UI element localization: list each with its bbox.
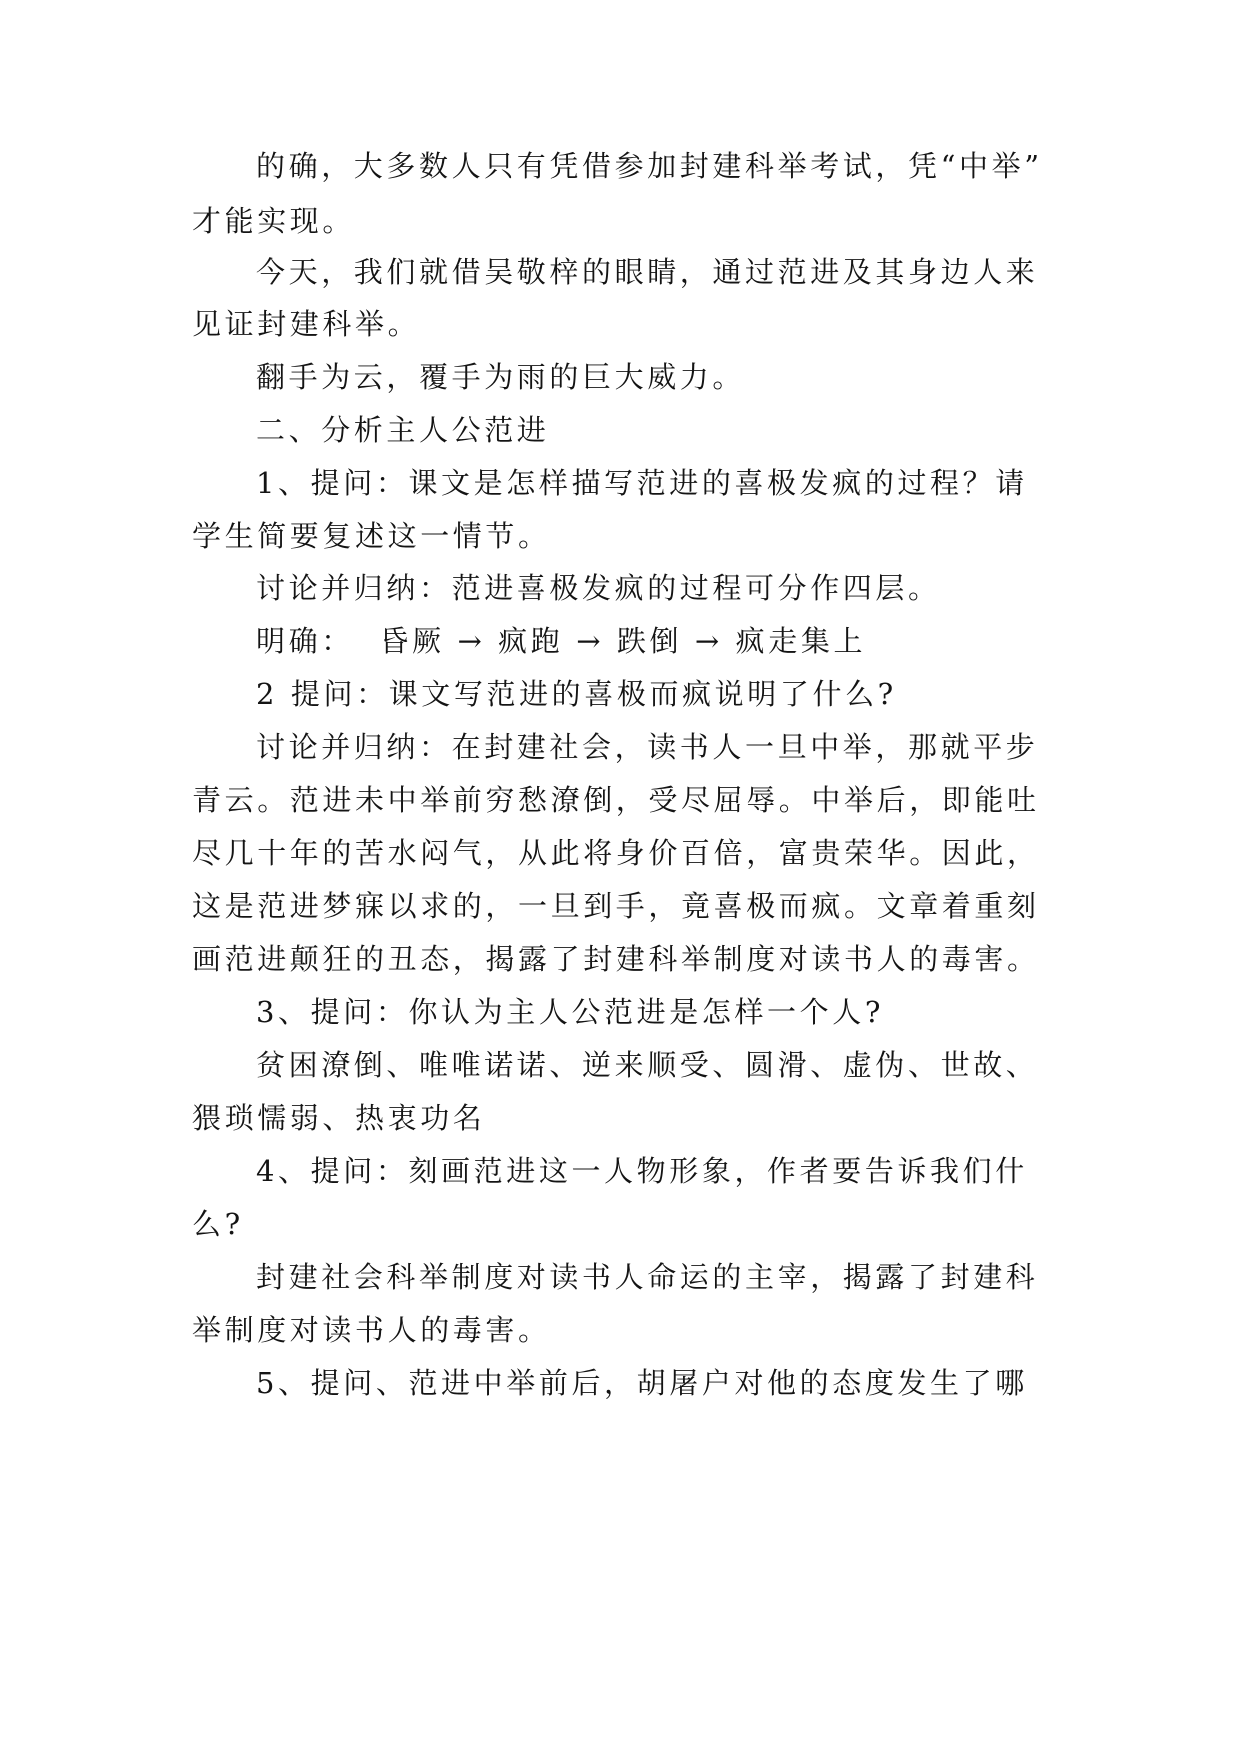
text-line: 4、提问：刻画范进这一人物形象，作者要告诉我们什 xyxy=(256,1154,1028,1188)
text-line: 么? xyxy=(192,1207,244,1241)
text-line: 2 提问：课文写范进的喜极而疯说明了什么? xyxy=(256,677,897,711)
text-line: 画范进颠狂的丑态，揭露了封建科举制度对读书人的毒害。 xyxy=(192,942,1040,976)
text-line: 3、提问：你认为主人公范进是怎样一个人? xyxy=(256,995,884,1029)
text-line: 1、提问：课文是怎样描写范进的喜极发疯的过程？请 xyxy=(256,466,1028,500)
text-line: 5、提问、范进中举前后，胡屠户对他的态度发生了哪 xyxy=(256,1366,1028,1400)
text-line: 的确，大多数人只有凭借参加封建科举考试，凭“中举” xyxy=(256,149,1043,183)
text-line: 今天，我们就借吴敬梓的眼睛，通过范进及其身边人来 xyxy=(256,255,1039,289)
text-line: 学生简要复述这一情节。 xyxy=(192,519,551,553)
text-line: 尽几十年的苦水闷气，从此将身价百倍，富贵荣华。因此， xyxy=(192,836,1040,870)
text-line: 这是范进梦寐以求的，一旦到手，竟喜极而疯。文章着重刻 xyxy=(192,889,1040,923)
text-line: 举制度对读书人的毒害。 xyxy=(192,1313,551,1347)
text-line: 翻手为云，覆手为雨的巨大威力。 xyxy=(256,360,746,394)
text-line: 猥琐懦弱、热衷功名 xyxy=(192,1101,486,1135)
section-heading: 二、分析主人公范进 xyxy=(256,413,550,447)
text-line: 明确： 昏厥 → 疯跑 → 跌倒 → 疯走集上 xyxy=(256,624,867,658)
text-line: 讨论并归纳：范进喜极发疯的过程可分作四层。 xyxy=(256,571,941,605)
text-line: 讨论并归纳：在封建社会，读书人一旦中举，那就平步 xyxy=(256,730,1039,764)
text-line: 贫困潦倒、唯唯诺诺、逆来顺受、圆滑、虚伪、世故、 xyxy=(256,1048,1039,1082)
text-line: 青云。范进未中举前穷愁潦倒，受尽屈辱。中举后，即能吐 xyxy=(192,783,1040,817)
text-line: 才能实现。 xyxy=(192,204,356,238)
text-line: 见证封建科举。 xyxy=(192,307,421,341)
text-line: 封建社会科举制度对读书人命运的主宰，揭露了封建科 xyxy=(256,1260,1039,1294)
